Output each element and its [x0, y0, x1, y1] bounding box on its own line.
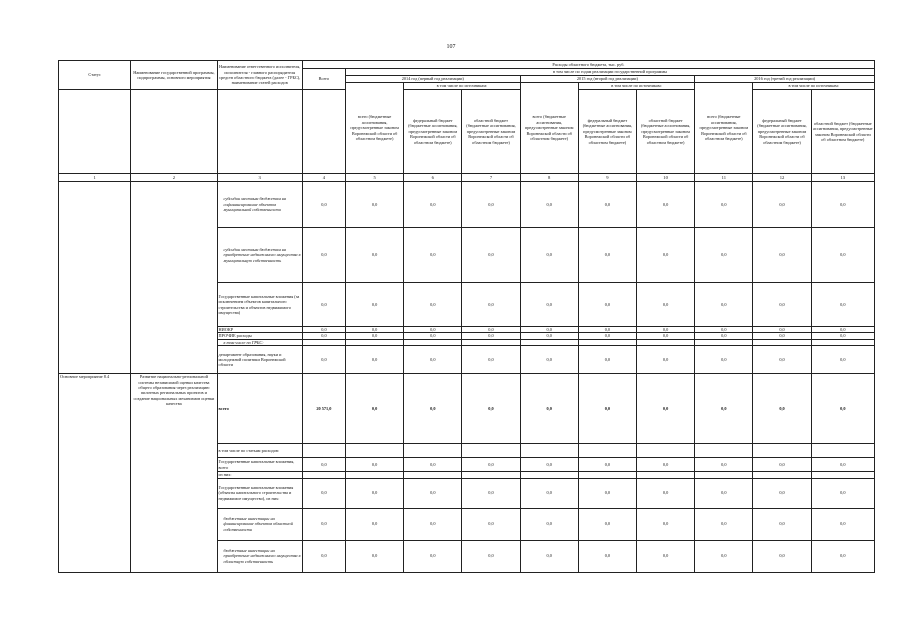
value-cell: 0,0 — [578, 458, 636, 472]
value-cell: 0,0 — [695, 327, 753, 333]
status-cell-empty — [59, 182, 131, 374]
value-cell: 0,0 — [695, 508, 753, 540]
value-cell: 0,0 — [404, 327, 462, 333]
value-cell: 20 571,0 — [302, 374, 345, 444]
header-year-2015: 2015 год (второй год реализации) — [520, 76, 695, 83]
value-cell: 0,0 — [695, 478, 753, 508]
expense-item-label: Государственные капитальные вложения, всего — [217, 458, 302, 472]
value-cell — [753, 444, 811, 458]
expense-item-label: всего — [217, 374, 302, 444]
value-cell: 0,0 — [637, 458, 695, 472]
expense-item-label: департамент образования, науки и молодежной политики Воронежской области — [217, 346, 302, 374]
value-cell: 0,0 — [811, 458, 874, 472]
value-cell: 0,0 — [462, 228, 520, 283]
value-cell: 0,0 — [404, 283, 462, 327]
header-col-all: всего (бюджетные ассигнования, предусмотренные законом Воронежской области об областном бюджете) — [345, 83, 403, 174]
value-cell: 0,0 — [345, 540, 403, 572]
value-cell: 0,0 — [637, 333, 695, 339]
value-cell: 0,0 — [578, 327, 636, 333]
value-cell: 0,0 — [302, 333, 345, 339]
value-cell — [578, 444, 636, 458]
value-cell: 0,0 — [753, 478, 811, 508]
value-cell: 0,0 — [302, 540, 345, 572]
value-cell: 0,0 — [404, 333, 462, 339]
value-cell: 0,0 — [345, 182, 403, 228]
value-cell: 0,0 — [404, 346, 462, 374]
header-col-federal: федеральный бюджет (бюджетные ассигнования, предусмотренные законом Воронежской области об областном бюджете) — [753, 90, 811, 174]
value-cell: 0,0 — [404, 182, 462, 228]
header-executor: Наименование ответственного исполнителя, исполнителя - главного распорядителя средств областного бюджета (далее - ГРБС), наименование статей расходов — [217, 61, 302, 90]
value-cell: 0,0 — [520, 540, 578, 572]
header-year-2014: 2014 год (первый год реализации) — [345, 76, 520, 83]
value-cell: 0,0 — [404, 228, 462, 283]
page-number: 107 — [446, 44, 456, 50]
header-status: Статус — [59, 61, 131, 90]
header-col-regional: областной бюджет (бюджетные ассигнования, предусмотренные законом Воронежской области об областном бюджете) — [811, 90, 874, 174]
value-cell: 0,0 — [578, 182, 636, 228]
value-cell: 0,0 — [578, 540, 636, 572]
value-cell: 0,0 — [578, 374, 636, 444]
header-by-sources: в том числе по источникам: — [578, 83, 694, 90]
value-cell: 0,0 — [695, 333, 753, 339]
value-cell: 0,0 — [811, 508, 874, 540]
value-cell: 0,0 — [520, 374, 578, 444]
measure-status: Основное мероприятие 8.4 — [59, 374, 131, 572]
header-by-sources: в том числе по источникам: — [404, 83, 520, 90]
value-cell: 0,0 — [578, 333, 636, 339]
value-cell: 0,0 — [520, 346, 578, 374]
value-cell: 0,0 — [345, 478, 403, 508]
table-row — [59, 374, 875, 444]
column-number: 6 — [404, 174, 462, 182]
value-cell — [637, 444, 695, 458]
table-row — [59, 182, 875, 228]
header-program-name: Наименование государственной программы, подпрограммы, основного мероприятия — [131, 61, 217, 90]
value-cell: 0,0 — [695, 458, 753, 472]
value-cell: 0,0 — [753, 327, 811, 333]
expense-item-label: из них: — [217, 472, 302, 478]
column-number: 3 — [217, 174, 302, 182]
expense-item-label: в том числе по ГРБС: — [217, 339, 302, 345]
value-cell: 0,0 — [345, 228, 403, 283]
value-cell: 0,0 — [302, 458, 345, 472]
column-number: 9 — [578, 174, 636, 182]
expense-item-label: ПРОЧИЕ расходы — [217, 333, 302, 339]
value-cell — [811, 444, 874, 458]
value-cell — [345, 444, 403, 458]
value-cell: 0,0 — [520, 458, 578, 472]
value-cell: 0,0 — [695, 182, 753, 228]
value-cell: 0,0 — [578, 228, 636, 283]
header-col-all: всего (бюджетные ассигнования, предусмотренные законом Воронежской области об областном бюджете) — [695, 83, 753, 174]
value-cell: 0,0 — [520, 333, 578, 339]
value-cell: 0,0 — [462, 540, 520, 572]
column-number: 5 — [345, 174, 403, 182]
column-number: 13 — [811, 174, 874, 182]
value-cell: 0,0 — [637, 283, 695, 327]
header-col-federal: федеральный бюджет (бюджетные ассигнования, предусмотренные законом Воронежской области об областном бюджете) — [578, 90, 636, 174]
value-cell: 0,0 — [302, 283, 345, 327]
value-cell: 0,0 — [753, 228, 811, 283]
header-by-years: в том числе по годам реализации государственной программы — [345, 69, 874, 76]
program-name-cell-empty — [131, 182, 217, 374]
expense-item-label: Государственные капитальные вложения (объекты капитального строительства и недвижимое имущество), из них: — [217, 478, 302, 508]
header-col-regional: областной бюджет (бюджетные ассигнования, предусмотренные законом Воронежской области об областном бюджете) — [462, 90, 520, 174]
value-cell: 0,0 — [345, 333, 403, 339]
value-cell: 0,0 — [462, 283, 520, 327]
column-number: 8 — [520, 174, 578, 182]
value-cell: 0,0 — [811, 478, 874, 508]
value-cell: 0,0 — [404, 374, 462, 444]
value-cell: 0,0 — [345, 374, 403, 444]
value-cell: 0,0 — [578, 346, 636, 374]
column-number: 1 — [59, 174, 131, 182]
value-cell: 0,0 — [753, 346, 811, 374]
value-cell: 0,0 — [637, 508, 695, 540]
value-cell — [302, 444, 345, 458]
value-cell: 0,0 — [637, 346, 695, 374]
value-cell: 0,0 — [345, 458, 403, 472]
value-cell: 0,0 — [404, 540, 462, 572]
value-cell: 0,0 — [695, 346, 753, 374]
value-cell: 0,0 — [578, 478, 636, 508]
column-number: 4 — [302, 174, 345, 182]
value-cell: 0,0 — [520, 182, 578, 228]
column-number: 10 — [637, 174, 695, 182]
expense-item-label: НИОКР — [217, 327, 302, 333]
value-cell: 0,0 — [345, 346, 403, 374]
value-cell: 0,0 — [578, 283, 636, 327]
value-cell: 0,0 — [637, 182, 695, 228]
value-cell: 0,0 — [695, 540, 753, 572]
column-numbers-row — [59, 174, 875, 182]
value-cell: 0,0 — [404, 478, 462, 508]
value-cell: 0,0 — [811, 283, 874, 327]
value-cell: 0,0 — [462, 458, 520, 472]
value-cell: 0,0 — [462, 478, 520, 508]
value-cell: 0,0 — [811, 333, 874, 339]
expense-item-label: Государственные капитальные вложения (за исключением объектов капитального строительства и объектов недвижимого имущества) — [217, 283, 302, 327]
value-cell: 0,0 — [520, 327, 578, 333]
value-cell: 0,0 — [811, 540, 874, 572]
expense-item-label: бюджетные инвестиции на финансирование объектов областной собственности — [217, 508, 302, 540]
value-cell: 0,0 — [753, 374, 811, 444]
value-cell: 0,0 — [753, 283, 811, 327]
value-cell: 0,0 — [462, 182, 520, 228]
value-cell: 0,0 — [753, 540, 811, 572]
expense-item-label: субсидии местным бюджетам на приобретение недвижимого имущества в муниципальную собственность — [217, 228, 302, 283]
value-cell: 0,0 — [695, 374, 753, 444]
table-body — [59, 174, 875, 573]
column-number: 2 — [131, 174, 217, 182]
value-cell: 0,0 — [302, 327, 345, 333]
column-number: 12 — [753, 174, 811, 182]
value-cell — [462, 444, 520, 458]
header-total: Всего — [302, 69, 345, 90]
value-cell: 0,0 — [811, 182, 874, 228]
value-cell — [404, 444, 462, 458]
value-cell: 0,0 — [637, 327, 695, 333]
expense-item-label: субсидии местным бюджетам на софинансирование объектов муниципальной собственности — [217, 182, 302, 228]
budget-table — [58, 60, 875, 573]
value-cell: 0,0 — [637, 228, 695, 283]
value-cell: 0,0 — [302, 478, 345, 508]
measure-name: Развитие национально-региональной системы независимой оценки качества общего образования через реализацию пилотных региональных проектов и создание национальных механизмов оценки качества — [131, 374, 217, 572]
value-cell: 0,0 — [637, 374, 695, 444]
value-cell: 0,0 — [753, 458, 811, 472]
header-year-2016: 2016 год (третий год реализации) — [695, 76, 875, 83]
value-cell: 0,0 — [578, 508, 636, 540]
value-cell: 0,0 — [811, 327, 874, 333]
header-expenses-title: Расходы областного бюджета, тыс. руб. — [302, 61, 874, 69]
expense-item-label: бюджетные инвестиции на приобретение недвижимого имущества в областную собственность — [217, 540, 302, 572]
value-cell: 0,0 — [753, 508, 811, 540]
value-cell: 0,0 — [811, 346, 874, 374]
value-cell: 0,0 — [462, 508, 520, 540]
value-cell: 0,0 — [345, 283, 403, 327]
value-cell: 0,0 — [302, 228, 345, 283]
value-cell: 0,0 — [462, 346, 520, 374]
value-cell: 0,0 — [404, 458, 462, 472]
value-cell: 0,0 — [520, 508, 578, 540]
value-cell: 0,0 — [302, 346, 345, 374]
value-cell: 0,0 — [462, 327, 520, 333]
value-cell: 0,0 — [753, 182, 811, 228]
value-cell — [695, 444, 753, 458]
value-cell — [520, 444, 578, 458]
value-cell: 0,0 — [462, 374, 520, 444]
header-col-all: всего (бюджетные ассигнования, предусмотренные законом Воронежской области об областном бюджете) — [520, 83, 578, 174]
value-cell: 0,0 — [637, 540, 695, 572]
header-col-federal: федеральный бюджет (бюджетные ассигнования, предусмотренные законом Воронежской области об областном бюджете) — [404, 90, 462, 174]
value-cell: 0,0 — [462, 333, 520, 339]
value-cell: 0,0 — [520, 283, 578, 327]
value-cell: 0,0 — [520, 478, 578, 508]
header-by-sources: в том числе по источникам: — [753, 83, 875, 90]
column-number: 11 — [695, 174, 753, 182]
value-cell: 0,0 — [637, 478, 695, 508]
value-cell: 0,0 — [753, 333, 811, 339]
column-number: 7 — [462, 174, 520, 182]
header-col-regional: областной бюджет (бюджетные ассигнования, предусмотренные законом Воронежской области об областном бюджете) — [637, 90, 695, 174]
value-cell: 0,0 — [302, 508, 345, 540]
value-cell: 0,0 — [811, 374, 874, 444]
value-cell: 0,0 — [345, 327, 403, 333]
value-cell: 0,0 — [404, 508, 462, 540]
value-cell: 0,0 — [811, 228, 874, 283]
value-cell: 0,0 — [695, 228, 753, 283]
value-cell: 0,0 — [345, 508, 403, 540]
value-cell: 0,0 — [695, 283, 753, 327]
value-cell: 0,0 — [302, 182, 345, 228]
expense-item-label: в том числе по статьям расходов: — [217, 444, 302, 458]
value-cell: 0,0 — [520, 228, 578, 283]
